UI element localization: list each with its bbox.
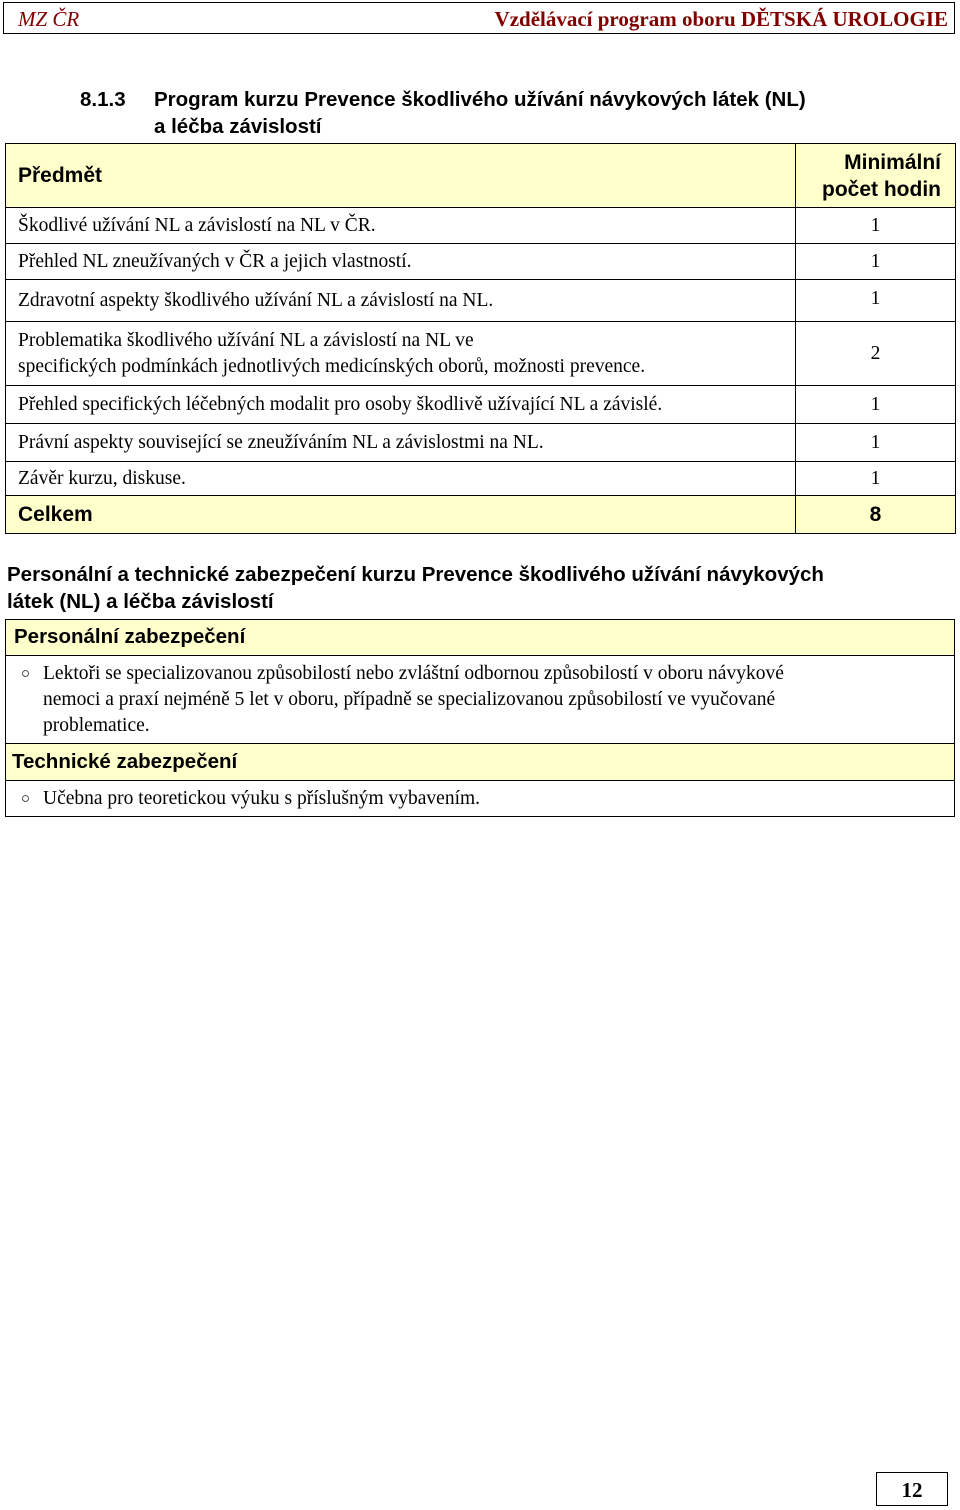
row-subject: Přehled NL zneužívaných v ČR a jejich vlastností.	[6, 244, 796, 280]
bullet-icon	[22, 795, 29, 802]
table-row	[6, 462, 956, 496]
header-hours	[796, 144, 956, 208]
row-subject: Právní aspekty související se zneužíváním NL a závislostmi na NL.	[6, 424, 796, 462]
personal-item-line2: nemoci a praxí nejméně 5 let v oboru, případně se specializovanou způsobilostí ve vyučované	[43, 689, 776, 710]
page-number: 12	[876, 1472, 948, 1506]
row-subject: Škodlivé užívání NL a závislostí na NL v ČR.	[6, 208, 796, 244]
table-row	[6, 208, 956, 244]
row-subject: Zdravotní aspekty škodlivého užívání NL a závislostí na NL.	[6, 280, 796, 322]
technical-heading: Technické zabezpečení	[5, 743, 955, 781]
course-table	[5, 143, 956, 534]
section-title-line1: Program kurzu Prevence škodlivého užívání návykových látek (NL)	[154, 88, 806, 111]
section-heading	[80, 86, 920, 140]
header-ministry: MZ ČR	[18, 7, 80, 31]
staffing-heading	[7, 561, 947, 615]
row-subject	[6, 322, 796, 386]
personal-item-line3: problematice.	[43, 715, 150, 736]
row-hours: 1	[796, 386, 956, 424]
staffing-heading-line2: látek (NL) a léčba závislostí	[7, 590, 274, 613]
header-program-title: Vzdělávací program oboru DĚTSKÁ UROLOGIE	[494, 7, 948, 31]
table-header-row	[6, 144, 956, 208]
row-subject-line1: Problematika škodlivého užívání NL a závislostí na NL ve	[18, 329, 474, 351]
table-row	[6, 244, 956, 280]
table-row	[6, 386, 956, 424]
table-row	[6, 280, 956, 322]
total-label: Celkem	[6, 496, 796, 534]
personal-item-text	[43, 661, 934, 739]
row-hours: 1	[796, 424, 956, 462]
personal-item	[5, 656, 955, 744]
table-row	[6, 424, 956, 462]
row-hours: 1	[796, 244, 956, 280]
header-hours-line2: počet hodin	[822, 177, 941, 201]
technical-item	[5, 781, 955, 817]
personal-heading: Personální zabezpečení	[5, 619, 955, 656]
total-value: 8	[796, 496, 956, 534]
row-subject: Přehled specifických léčebných modalit pro osoby škodlivě užívající NL a závislé.	[6, 386, 796, 424]
row-hours: 2	[796, 322, 956, 386]
table-row	[6, 322, 956, 386]
technical-item-text: Učebna pro teoretickou výuku s příslušným vybavením.	[43, 788, 481, 809]
row-hours: 1	[796, 462, 956, 496]
bullet-icon	[22, 670, 29, 677]
row-subject: Závěr kurzu, diskuse.	[6, 462, 796, 496]
staffing-heading-line1: Personální a technické zabezpečení kurzu Prevence škodlivého užívání návykových	[7, 563, 824, 586]
personal-item-line1: Lektoři se specializovanou způsobilostí nebo zvláštní odbornou způsobilostí v oboru návykové	[43, 663, 784, 684]
section-title-line2: a léčba závislostí	[154, 115, 322, 138]
table-total-row	[6, 496, 956, 534]
row-hours: 1	[796, 208, 956, 244]
header-hours-line1: Minimální	[844, 150, 941, 174]
section-number: 8.1.3	[80, 88, 126, 111]
page-header	[3, 2, 955, 34]
header-subject: Předmět	[6, 144, 796, 208]
row-hours: 1	[796, 280, 956, 322]
row-subject-line2: specifických podmínkách jednotlivých medicínských oborů, možnosti prevence.	[18, 355, 646, 377]
